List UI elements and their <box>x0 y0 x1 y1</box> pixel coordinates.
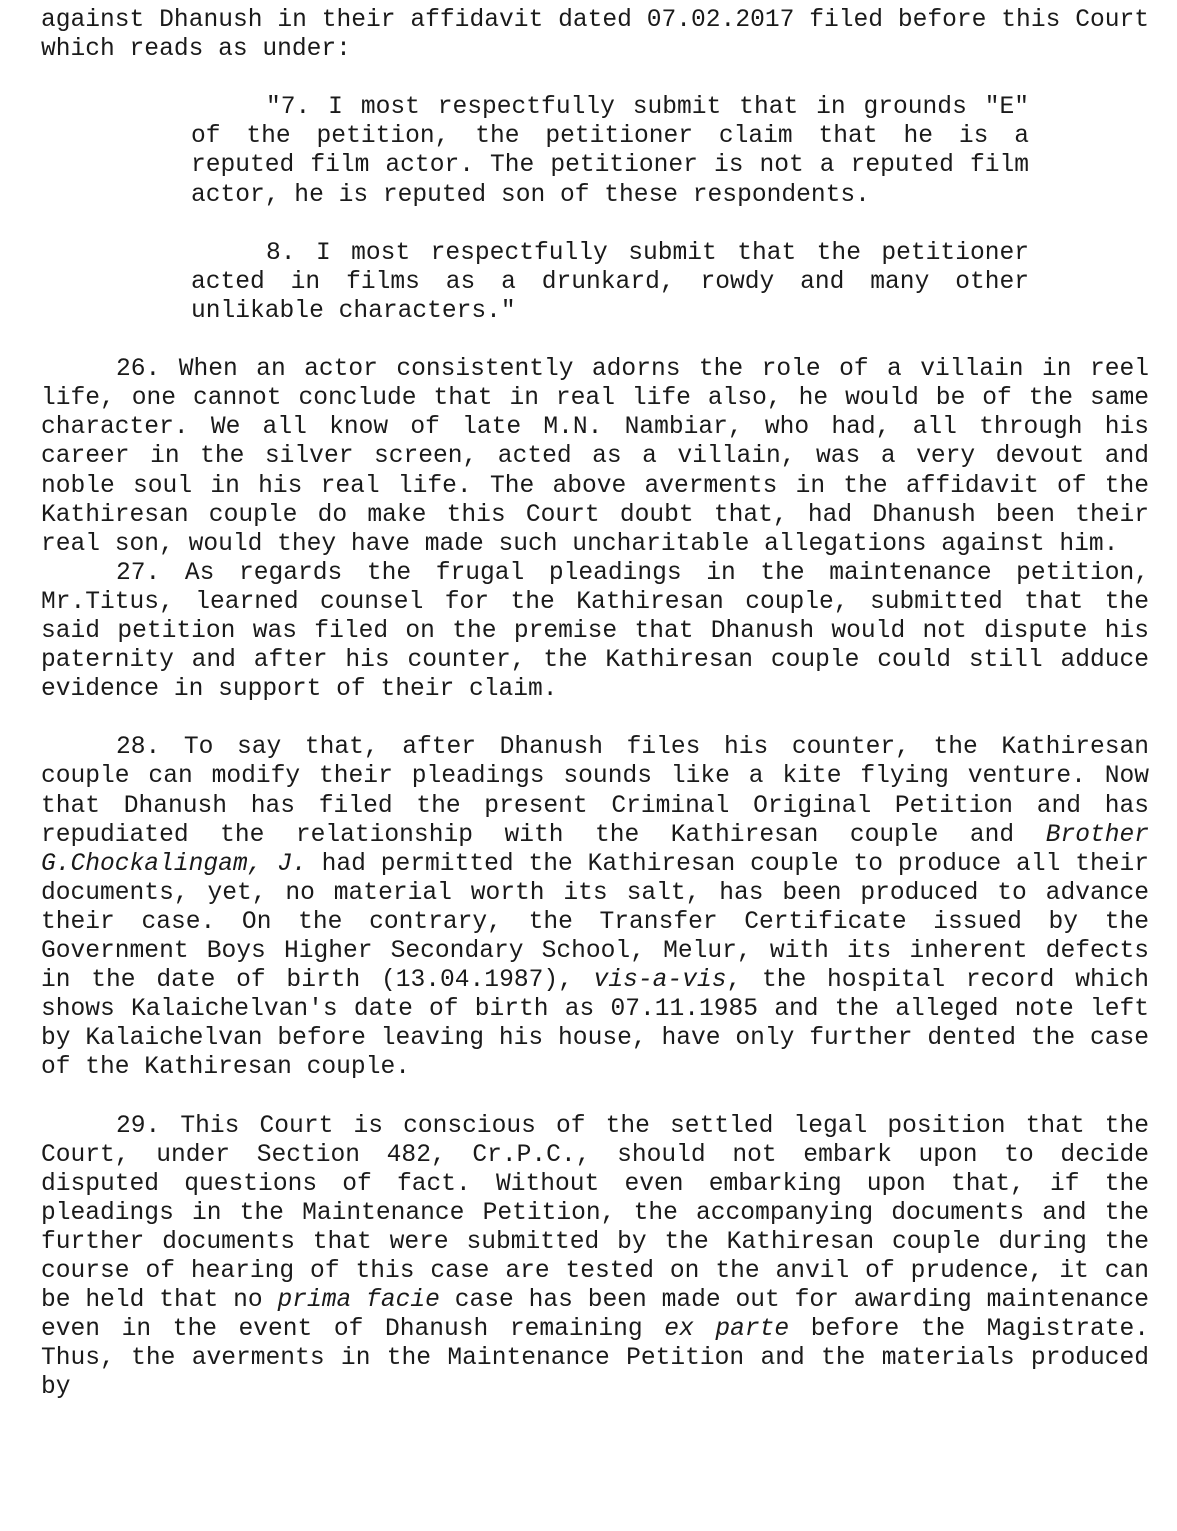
paragraph-28-text-2: had permitted the Kathiresan couple to produce all their documents, yet, no material worth its salt, has been produced to advance their case. On the contrary, the Transfer Certificate issued by the Government Boys Higher Secondary School, Melur, with its inherent defects in the date of birth (13.04.1987), <box>41 850 1149 995</box>
paragraph-28 <box>41 733 1149 1082</box>
spacer <box>41 326 1149 355</box>
document-page <box>41 6 1149 1403</box>
quote-paragraph-7: "7. I most respectfully submit that in grounds "E" of the petition, the petitioner claim that he is a reputed film actor. The petitioner is not a reputed film actor, he is reputed son of these respondents. <box>191 94 1029 209</box>
block-quote <box>191 93 1029 326</box>
spacer <box>191 210 1029 239</box>
paragraph-28-italic-1: Brother G.Chockalingam, J. <box>41 821 1149 878</box>
paragraph-29-text-1: 29. This Court is conscious of the settled legal position that the Court, under Section 482, Cr.P.C., should not embark upon to decide disputed questions of fact. Without even embarking upon that, if the pleadings in the Maintenance Petition, the accompanying documents and the further documents that were submitted by the Kathiresan couple during the course of hearing of this case are tested on the anvil of prudence, it can be held that no <box>41 1112 1149 1315</box>
spacer <box>41 64 1149 93</box>
paragraph-29-text-2: case has been made out for awarding maintenance even in the event of Dhanush remaining <box>41 1287 1150 1344</box>
paragraph-28-italic-2: vis-a-vis <box>593 967 727 995</box>
spacer <box>41 1082 1149 1111</box>
paragraph-28-text-3: , the hospital record which shows Kalaichelvan's date of birth as 07.11.1985 and the alleged note left by Kalaichelvan before leaving his house, have only further dented the case of the Kathiresan couple. <box>41 967 1150 1082</box>
intro-paragraph: against Dhanush in their affidavit dated 07.02.2017 filed before this Court which reads as under: <box>41 7 1149 64</box>
paragraph-29-italic-1: prima facie <box>277 1287 440 1315</box>
spacer <box>41 704 1149 733</box>
paragraph-29 <box>41 1112 1149 1403</box>
paragraph-28-text-1: 28. To say that, after Dhanush files his counter, the Kathiresan couple can modify their pleadings sounds like a kite flying venture. Now that Dhanush has filed the present Criminal Original Petition and has repudiated the relationship with the Kathiresan couple and <box>41 734 1149 849</box>
paragraph-29-text-3: before the Magistrate. Thus, the averments in the Maintenance Petition and the materials produced by <box>41 1316 1150 1402</box>
quote-paragraph-8: 8. I most respectfully submit that the petitioner acted in films as a drunkard, rowdy and many other unlikable characters." <box>191 239 1029 325</box>
paragraph-29-italic-2: ex parte <box>664 1316 790 1344</box>
paragraph-26: 26. When an actor consistently adorns the role of a villain in reel life, one cannot conclude that in real life also, he would be of the same character. We all know of late M.N. Nambiar, who had, all through his career in the silver screen, acted as a villain, was a very devout and noble soul in his real life. The above averments in the affidavit of the Kathiresan couple do make this Court doubt that, had Dhanush been their real son, would they have made such uncharitable allegations against him. <box>41 356 1149 558</box>
paragraph-27: 27. As regards the frugal pleadings in the maintenance petition, Mr.Titus, learned counsel for the Kathiresan couple, submitted that the said petition was filed on the premise that Dhanush would not dispute his paternity and after his counter, the Kathiresan couple could still adduce evidence in support of their claim. <box>41 559 1149 704</box>
